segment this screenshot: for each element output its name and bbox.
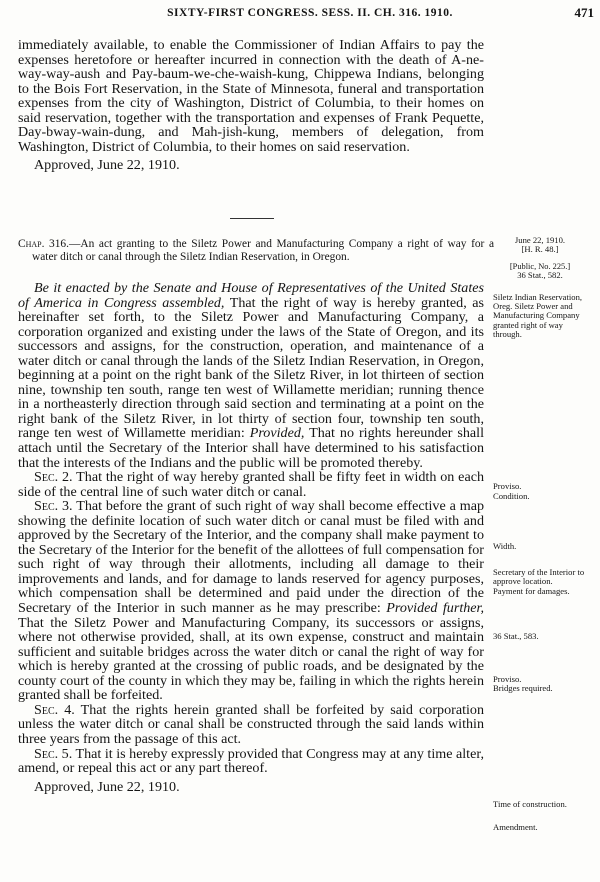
margin-bill-number: [H. R. 48.] bbox=[521, 244, 559, 254]
margin-condition: Condition. bbox=[493, 491, 530, 501]
section-5 bbox=[18, 747, 484, 776]
margin-amendment: Amendment. bbox=[493, 822, 538, 832]
margin-stat-582: 36 Stat., 582. bbox=[517, 270, 563, 280]
margin-time-of-construction: Time of construction. bbox=[493, 799, 567, 809]
proviso-2-label: Provided further, bbox=[386, 600, 484, 617]
proviso-text: That no rights hereunder shall attach until the Secretary of the Interior shall have determined to his satisfaction that the interests of the Indians and the public will be promoted thereby. bbox=[18, 425, 484, 471]
proviso-2-text: That the Siletz Power and Manufacturing Company, its successors or assigns, where not otherwise provided, shall, at its own expense, construct and maintain sufficient and suitable bridges across the water ditch or canal the right of way for which is hereby granted at the crossing of public roads, and be designated by the county court of the county in which they may be, failing in which the rights herein granted shall be forfeited. bbox=[18, 614, 484, 704]
section-3-label: Sec. 3. bbox=[34, 498, 73, 515]
section-2-text: That the right of way hereby granted shall be fifty feet in width on each side of the central line of such water ditch or canal. bbox=[18, 469, 484, 500]
section-2-label: Sec. 2. bbox=[34, 469, 73, 486]
proviso-label: Provided, bbox=[249, 425, 305, 442]
section-1-text: That the right of way is hereby granted, as hereinafter set forth, to the Siletz Power and Manufacturing Company, a corporation organized and existing under the laws of the State of Oregon, and its successors and assigns, for the construction, operation, and maintenance of a water ditch or canal through the lands of the Siletz Indian Reservation, in Oregon, beginning at a point on the right bank of the Siletz River, in lot thirteen of section nine, township ten south, range ten west of Willamette meridian; running thence in a northeasterly direction through said section and terminating at a point on the right bank of the Siletz River, in lot thirty of section four, township ten south, range ten west of Willamette meridian: bbox=[18, 294, 484, 442]
chapter-label: Chap. 316. bbox=[18, 238, 69, 250]
enacting-clause: Be it enacted by the Senate and House of Representatives of the United States of America in Congress assembled, bbox=[18, 280, 484, 311]
running-header bbox=[0, 5, 600, 21]
margin-public-law: [Public, No. 225.] bbox=[509, 262, 571, 271]
act-body bbox=[18, 281, 484, 794]
prior-act-text bbox=[18, 38, 484, 173]
prior-paragraph: immediately available, to enable the Commissioner of Indian Affairs to pay the expenses heretofore or hereafter incurred in connection with the death of A-ne-way-way-aush and Pay-baum-we-che-waish-kung, Chippewa Indians, belonging to the Bois Fort Reservation, in the State of Minnesota, funeral and transportation expenses from the city of Washington, District of Columbia, to their homes on said reservation, together with the transportation and expenses of Frank Pequette, Day-bway-wain-dung, and Mah-jish-kung, members of delegation, from Washington, District of Columbia, to their homes on said reservation. bbox=[18, 37, 484, 155]
section-4-text: That the rights herein granted shall be forfeited by said corporation unless the water ditch or canal shall be constructed through the said lands within three years from the passage of this act. bbox=[18, 701, 485, 747]
act-approved: Approved, June 22, 1910. bbox=[34, 778, 180, 795]
margin-width: Width. bbox=[493, 541, 517, 551]
page-number: 471 bbox=[574, 5, 594, 20]
margin-siletz-right-of-way: Siletz Indian Reservation, Oreg. Siletz Power and Manufacturing Company granted right of way through. bbox=[493, 292, 583, 339]
chapter-title: —An act granting to the Siletz Power and Manufacturing Company a right of way for a water ditch or canal through the Siletz Indian Reservation, in Oregon. bbox=[32, 238, 495, 263]
section-3-text: That before the grant of such right of way shall become effective a map showing the definite location of such water ditch or canal must be filed with and approved by the Secretary of the Interior, and the company shall make payment to the Secretary of the Interior for the benefit of the allottees of full compensation for such right of way through their allotments, including all damage to their improvements and lands, and for damage to lands reserved for agency purposes, which compensation shall be determined and paid under the direction of the Secretary of the Interior in such manner as he may prescribe: bbox=[18, 498, 484, 617]
margin-proviso-2: Proviso. bbox=[493, 674, 522, 684]
margin-stat-583: 36 Stat., 583. bbox=[493, 631, 539, 641]
margin-bridges-required: Bridges required. bbox=[493, 683, 553, 693]
section-2 bbox=[18, 470, 484, 499]
chapter-heading bbox=[18, 238, 494, 264]
margin-secretary-approval: Secretary of the Interior to approve location. bbox=[493, 567, 585, 587]
prior-approved: Approved, June 22, 1910. bbox=[34, 157, 180, 174]
margin-date: June 22, 1910. bbox=[514, 235, 566, 245]
section-1 bbox=[18, 281, 484, 470]
section-5-label: Sec. 5. bbox=[34, 745, 73, 762]
section-5-text: That it is hereby expressly provided that Congress may at any time alter, amend, or repeal this act or any part thereof. bbox=[18, 745, 484, 777]
section-4-label: Sec. 4. bbox=[34, 701, 75, 718]
section-4 bbox=[18, 703, 484, 747]
header-title: SIXTY-FIRST CONGRESS. SESS. II. CH. 316. 1910. bbox=[167, 7, 453, 19]
section-3 bbox=[18, 499, 484, 703]
margin-payment-damages: Payment for damages. bbox=[493, 586, 570, 596]
section-divider bbox=[230, 218, 274, 219]
margin-proviso: Proviso. bbox=[493, 481, 522, 491]
